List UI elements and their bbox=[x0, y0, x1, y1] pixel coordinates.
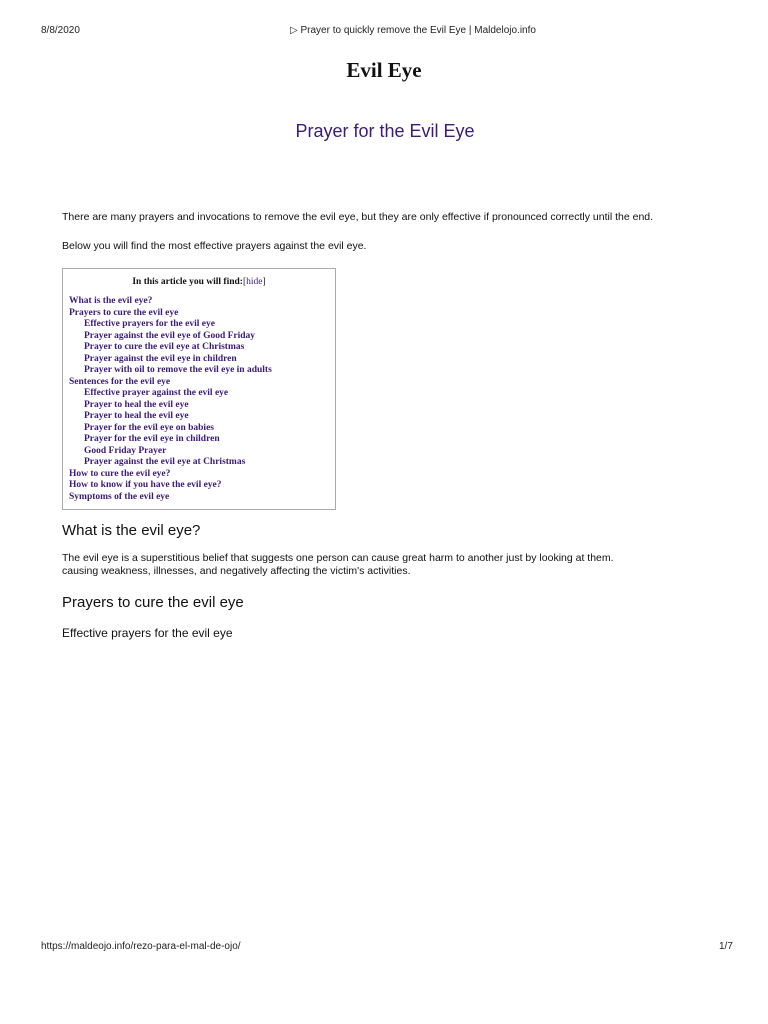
toc-link[interactable]: Prayer against the evil eye at Christmas bbox=[84, 457, 246, 467]
print-url: https://maldeojo.info/rezo-para-el-mal-de-ojo/ bbox=[41, 941, 241, 952]
toc-link[interactable]: Prayer with oil to remove the evil eye in adults bbox=[84, 365, 272, 375]
toc-link[interactable]: Prayer for the evil eye on babies bbox=[84, 422, 214, 433]
what-is-line-2: causing weakness, illnesses, and negatively affecting the victim's activities. bbox=[62, 565, 411, 577]
toc-link[interactable]: Prayer for the evil eye in children bbox=[84, 434, 220, 444]
section-heading-what-is: What is the evil eye? bbox=[62, 522, 201, 539]
table-of-contents bbox=[62, 268, 336, 510]
toc-link[interactable]: Sentences for the evil eye bbox=[69, 376, 171, 387]
toc-link[interactable]: Prayer to cure the evil eye at Christmas bbox=[84, 342, 245, 352]
toc-link[interactable]: Symptoms of the evil eye bbox=[69, 491, 170, 502]
toc-hide-link[interactable]: hide bbox=[246, 277, 263, 287]
toc-link[interactable]: Prayer to heal the evil eye bbox=[84, 411, 189, 421]
toc-link[interactable]: Prayer to heal the evil eye bbox=[84, 399, 189, 410]
toc-list bbox=[69, 296, 272, 503]
section-heading-prayers: Prayers to cure the evil eye bbox=[62, 594, 244, 611]
subheading-effective-prayers: Effective prayers for the evil eye bbox=[62, 626, 233, 640]
toc-link[interactable]: Good Friday Prayer bbox=[84, 445, 167, 456]
site-title: Evil Eye bbox=[346, 58, 422, 82]
toc-link[interactable]: Prayer against the evil eye in children bbox=[84, 353, 237, 364]
what-is-paragraph bbox=[62, 552, 702, 578]
print-date: 8/8/2020 bbox=[41, 25, 80, 36]
toc-link[interactable]: Prayers to cure the evil eye bbox=[69, 307, 179, 318]
toc-link[interactable]: How to cure the evil eye? bbox=[69, 468, 171, 479]
intro-paragraph-2: Below you will find the most effective prayers against the evil eye. bbox=[62, 240, 367, 252]
toc-link[interactable]: What is the evil eye? bbox=[69, 296, 153, 306]
toc-header bbox=[63, 277, 335, 287]
what-is-line-1: The evil eye is a superstitious belief that suggests one person can cause great harm to another just by looking at them. bbox=[62, 552, 614, 564]
main-heading: Prayer for the Evil Eye bbox=[295, 121, 475, 141]
toc-open-bracket: [ bbox=[242, 277, 247, 287]
print-page-title: ▷ Prayer to quickly remove the Evil Eye | Maldelojo.info bbox=[290, 25, 536, 36]
toc-link[interactable]: How to know if you have the evil eye? bbox=[69, 480, 222, 490]
print-page-number: 1/7 bbox=[719, 941, 733, 952]
toc-close-bracket: ] bbox=[262, 277, 266, 287]
toc-link[interactable]: Effective prayers for the evil eye bbox=[84, 319, 215, 329]
toc-header-label: In this article you will find: bbox=[132, 277, 243, 287]
toc-link[interactable]: Prayer against the evil eye of Good Friday bbox=[84, 330, 256, 341]
toc-link[interactable]: Effective prayer against the evil eye bbox=[84, 388, 229, 398]
intro-paragraph-1: There are many prayers and invocations to remove the evil eye, but they are only effective if pronounced correctly until the end. bbox=[62, 211, 654, 223]
